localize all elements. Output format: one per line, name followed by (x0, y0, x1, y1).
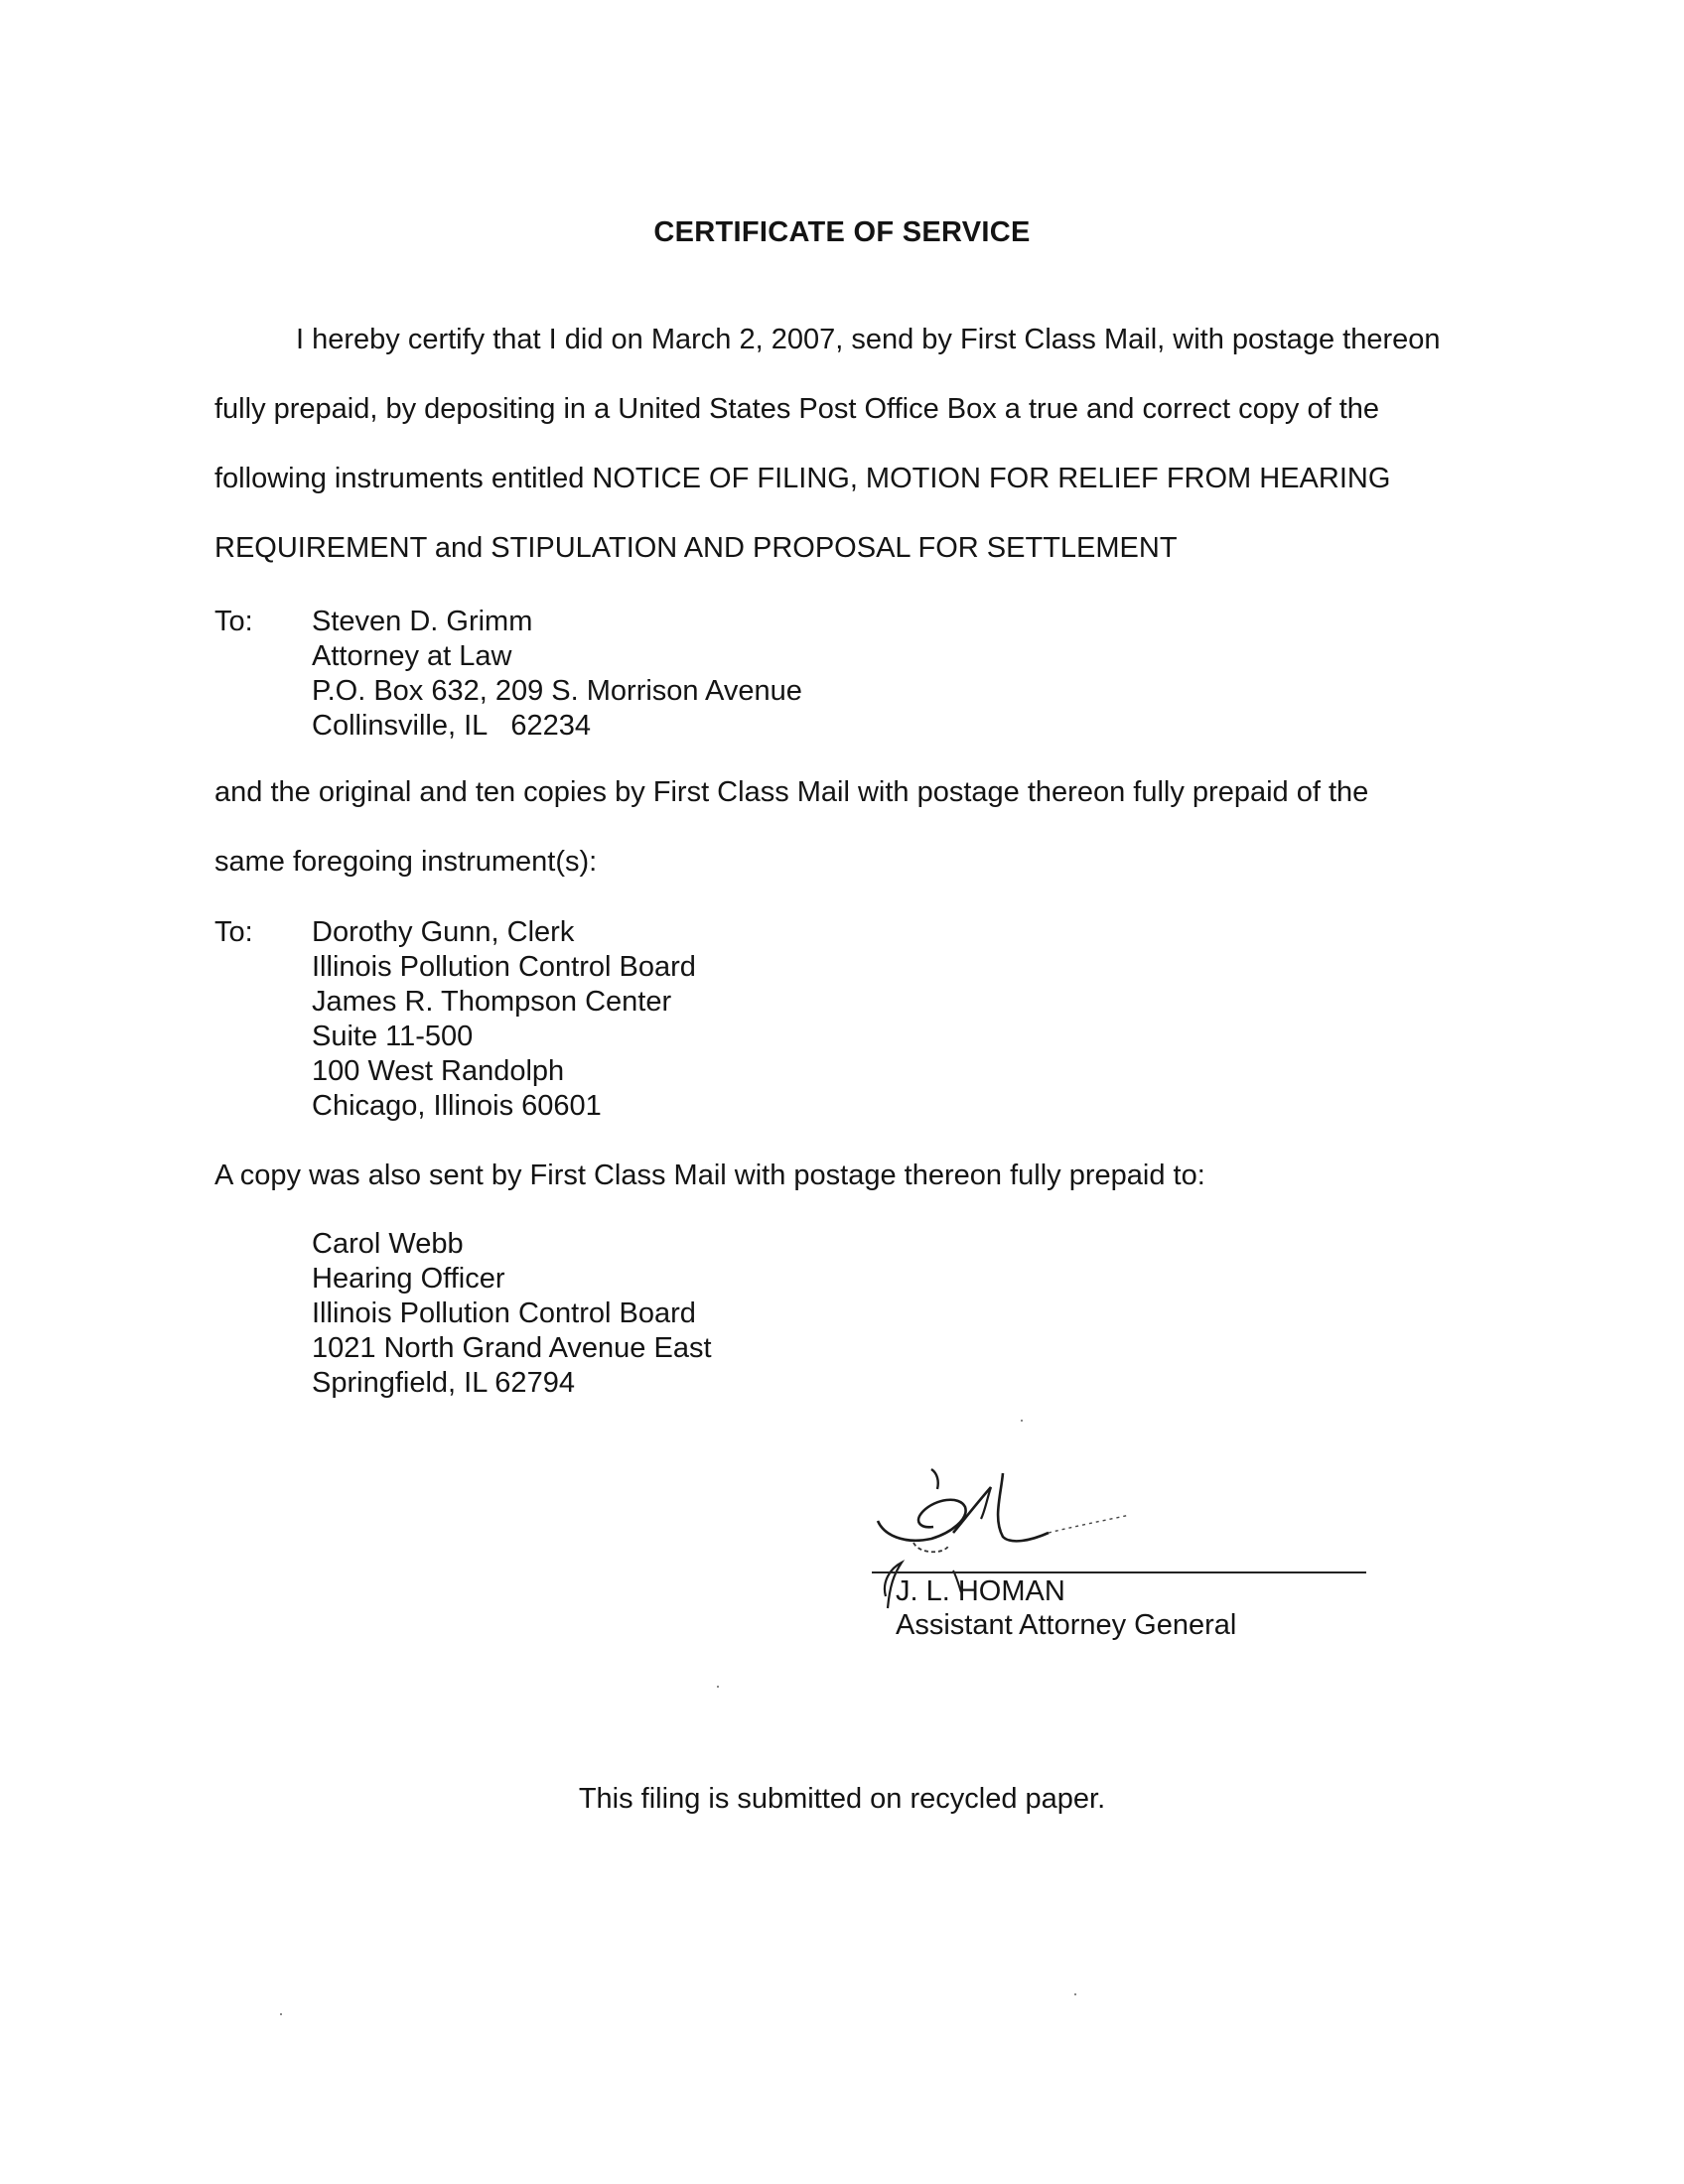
address-line: Attorney at Law (312, 640, 512, 672)
address-line: Chicago, Illinois 60601 (312, 1090, 602, 1122)
address-line: Steven D. Grimm (312, 606, 533, 637)
intro-line-3: following instruments entitled NOTICE OF FILING, MOTION FOR RELIEF FROM HEARING (214, 463, 1391, 494)
scan-speck (1021, 1420, 1023, 1422)
address-line: Hearing Officer (312, 1263, 505, 1295)
recipient-1-address (312, 605, 802, 744)
address-line: Springfield, IL 62794 (312, 1367, 575, 1399)
scan-speck (717, 1686, 719, 1688)
address-line: Dorothy Gunn, Clerk (312, 916, 575, 948)
signature-name: J. L. HOMAN (896, 1575, 1065, 1607)
to-label-2: To: (214, 916, 253, 948)
address-line: 100 West Randolph (312, 1055, 565, 1087)
address-line: Collinsville, IL 62234 (312, 710, 592, 742)
copy-note: A copy was also sent by First Class Mail with postage thereon fully prepaid to: (214, 1160, 1205, 1191)
address-line: Suite 11-500 (312, 1021, 474, 1052)
document-title: CERTIFICATE OF SERVICE (653, 216, 1031, 248)
recipient-3-address (312, 1227, 712, 1401)
to-label-1: To: (214, 606, 253, 637)
recipient-2-address (312, 915, 696, 1124)
scan-speck (280, 2013, 282, 2015)
intro-line-1: I hereby certify that I did on March 2, 2007, send by First Class Mail, with postage thereon (296, 324, 1441, 355)
middle-line-1: and the original and ten copies by First Class Mail with postage thereon fully prepaid of the (214, 776, 1369, 808)
address-line: Illinois Pollution Control Board (312, 1297, 696, 1329)
signature-title: Assistant Attorney General (896, 1609, 1237, 1641)
middle-line-2: same foregoing instrument(s): (214, 846, 598, 878)
address-line: Illinois Pollution Control Board (312, 951, 696, 983)
address-line: P.O. Box 632, 209 S. Morrison Avenue (312, 675, 802, 707)
address-line: James R. Thompson Center (312, 986, 672, 1018)
address-line: 1021 North Grand Avenue East (312, 1332, 712, 1364)
footer-note: This filing is submitted on recycled paper. (578, 1783, 1106, 1815)
scan-speck (1074, 1993, 1076, 1995)
address-line: Carol Webb (312, 1228, 464, 1260)
intro-line-4: REQUIREMENT and STIPULATION AND PROPOSAL FOR SETTLEMENT (214, 532, 1178, 564)
intro-line-2: fully prepaid, by depositing in a United States Post Office Box a true and correct copy of the (214, 393, 1380, 425)
signature-line (872, 1571, 1366, 1573)
